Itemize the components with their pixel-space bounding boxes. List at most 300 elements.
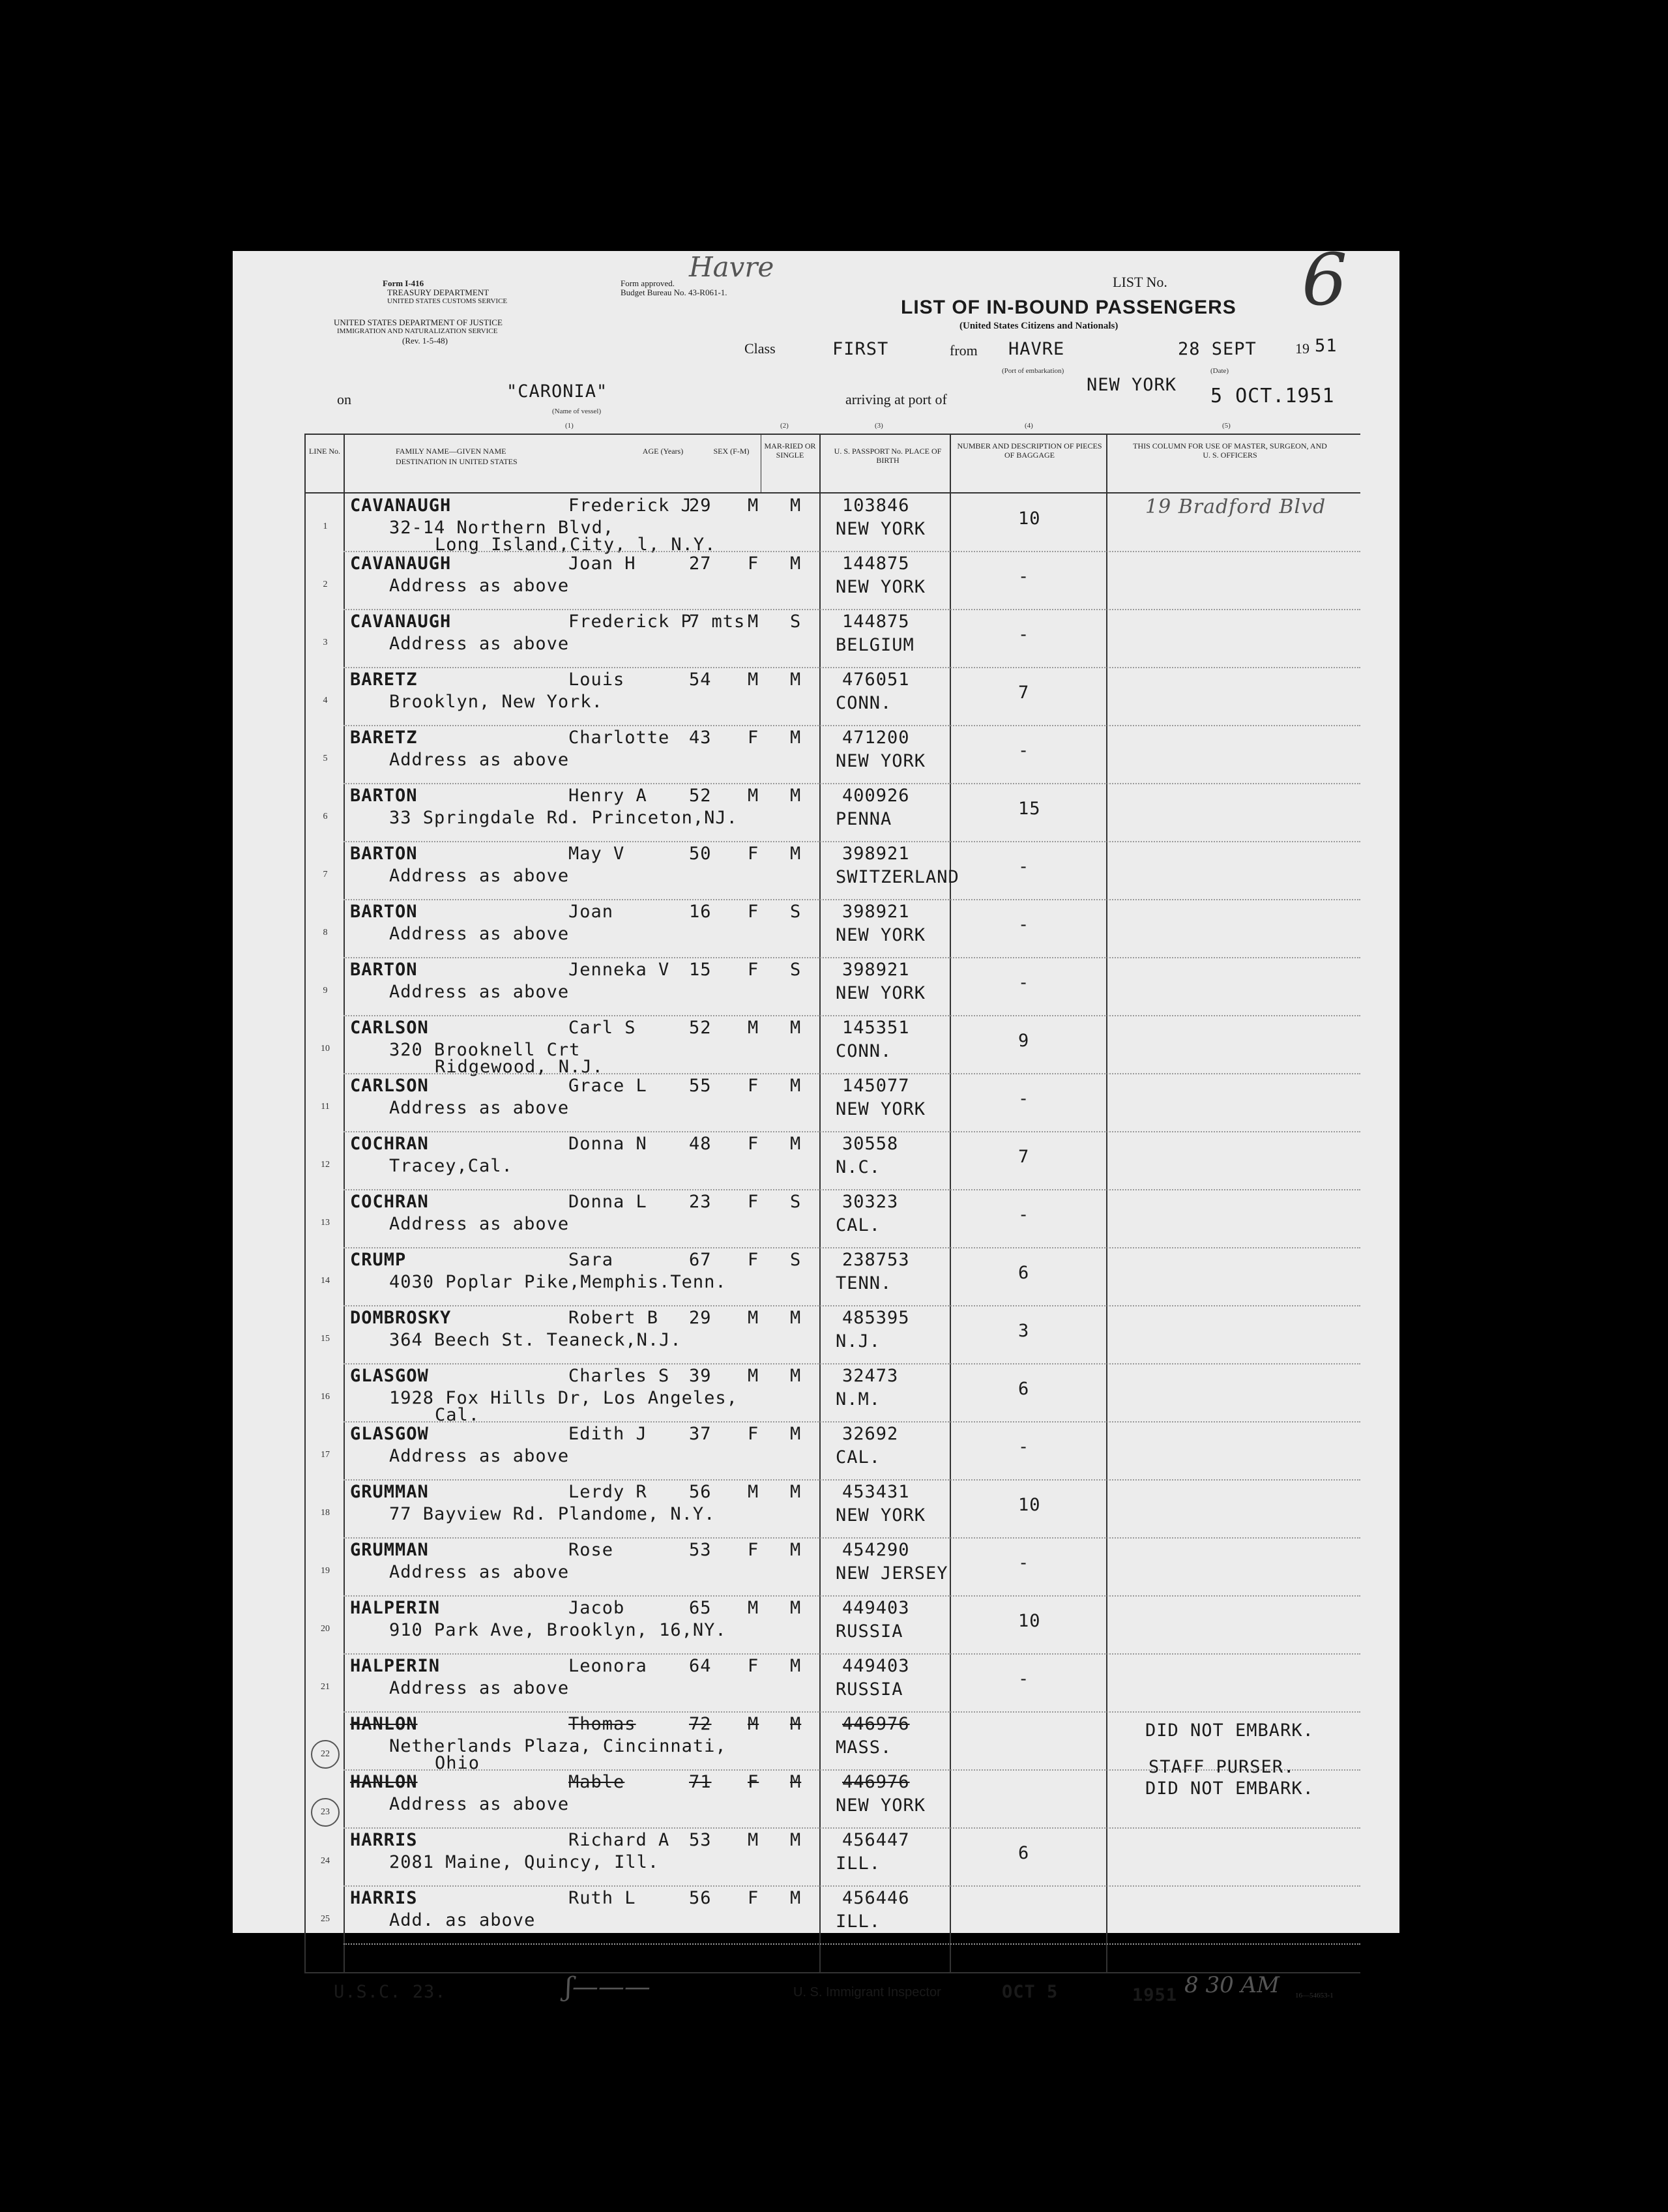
passport-number: 449403 bbox=[842, 1598, 910, 1618]
given-name: Leonora bbox=[568, 1656, 647, 1676]
col-num-5: (5) bbox=[1222, 422, 1231, 430]
sex: M bbox=[748, 1018, 759, 1038]
col-num-1: (1) bbox=[565, 422, 574, 430]
sex: F bbox=[748, 553, 759, 574]
col-num-4: (4) bbox=[1025, 422, 1033, 430]
age: 29 bbox=[689, 495, 712, 516]
marital-status: M bbox=[790, 1656, 802, 1676]
age: 29 bbox=[689, 1308, 712, 1328]
family-name: GLASGOW bbox=[350, 1424, 429, 1444]
address: 32-14 Northern Blvd, bbox=[389, 518, 615, 538]
birthplace: RUSSIA bbox=[836, 1621, 903, 1642]
given-name: Robert B bbox=[568, 1308, 659, 1328]
address: Address as above bbox=[389, 750, 570, 770]
marital-status: S bbox=[790, 1250, 802, 1270]
arrival-stamp: 5 OCT.1951 bbox=[1210, 385, 1335, 407]
age: 52 bbox=[689, 786, 712, 806]
line-number: 7 bbox=[323, 870, 328, 879]
list-no-label: LIST No. bbox=[1113, 274, 1167, 290]
line-number: 10 bbox=[321, 1044, 330, 1054]
family-name: HARRIS bbox=[350, 1830, 418, 1850]
age: 39 bbox=[689, 1366, 712, 1386]
footer-usc: U.S.C. 23. bbox=[334, 1982, 446, 2002]
marital-status: S bbox=[790, 902, 802, 922]
address: 33 Springdale Rd. Princeton,NJ. bbox=[389, 808, 738, 828]
row-separator bbox=[344, 1595, 1360, 1597]
passport-number: 398921 bbox=[842, 902, 910, 922]
col-header-name: FAMILY NAME—GIVEN NAME bbox=[396, 447, 506, 456]
passport-number: 485395 bbox=[842, 1308, 910, 1328]
given-name: Carl S bbox=[568, 1018, 636, 1038]
row-separator bbox=[344, 609, 1360, 610]
birthplace: ILL. bbox=[836, 1853, 881, 1874]
marital-status: M bbox=[790, 728, 802, 748]
given-name: Frederick J bbox=[568, 495, 692, 516]
arriving-label: arriving at port of bbox=[845, 391, 947, 407]
passport-number: 446976 bbox=[842, 1772, 910, 1792]
baggage-count: - bbox=[1018, 1437, 1030, 1457]
sex: M bbox=[748, 1366, 759, 1386]
age: 54 bbox=[689, 670, 712, 690]
line-number: 4 bbox=[323, 696, 328, 705]
embark-caption: (Port of embarkation) bbox=[1002, 367, 1064, 375]
row-separator bbox=[344, 1711, 1360, 1713]
family-name: HALPERIN bbox=[350, 1598, 441, 1618]
family-name: BARTON bbox=[350, 844, 418, 864]
age: 50 bbox=[689, 844, 712, 864]
passport-number: 103846 bbox=[842, 495, 910, 516]
sex: M bbox=[748, 495, 759, 516]
sex: M bbox=[748, 1308, 759, 1328]
baggage-count: - bbox=[1018, 1089, 1030, 1109]
age: 27 bbox=[689, 553, 712, 574]
family-name: GRUMMAN bbox=[350, 1540, 429, 1560]
baggage-count: - bbox=[1018, 567, 1030, 587]
sex: M bbox=[748, 670, 759, 690]
sex: M bbox=[748, 1830, 759, 1850]
birthplace: CONN. bbox=[836, 693, 892, 713]
sex: F bbox=[748, 1540, 759, 1560]
col-header-passport: U. S. PASSPORT No. PLACE OF BIRTH bbox=[834, 447, 942, 465]
page-title: LIST OF IN-BOUND PASSENGERS bbox=[901, 297, 1236, 318]
marital-status: M bbox=[790, 670, 802, 690]
address-2: Cal. bbox=[435, 1405, 480, 1425]
row-separator bbox=[344, 1247, 1360, 1248]
marital-status: M bbox=[790, 844, 802, 864]
address: 910 Park Ave, Brooklyn, 16,NY. bbox=[389, 1620, 727, 1640]
col-header-baggage: NUMBER AND DESCRIPTION OF PIECES OF BAGGAGE bbox=[957, 441, 1102, 460]
sex: F bbox=[748, 1192, 759, 1212]
given-name: Richard A bbox=[568, 1830, 670, 1850]
marital-status: M bbox=[790, 1134, 802, 1154]
passport-number: 238753 bbox=[842, 1250, 910, 1270]
line-number: 3 bbox=[323, 638, 328, 647]
family-name: BARTON bbox=[350, 786, 418, 806]
family-name: BARETZ bbox=[350, 728, 418, 748]
birthplace: NEW YORK bbox=[836, 983, 926, 1003]
address: Address as above bbox=[389, 1562, 570, 1582]
line-number: 2 bbox=[323, 580, 328, 589]
row-separator bbox=[344, 1363, 1360, 1364]
line-number: 20 bbox=[321, 1624, 330, 1634]
family-name: HANLON bbox=[350, 1714, 418, 1734]
family-name: CAVANAUGH bbox=[350, 553, 452, 574]
sex: F bbox=[748, 1424, 759, 1444]
row-separator bbox=[344, 1827, 1360, 1829]
birthplace: N.M. bbox=[836, 1389, 881, 1409]
baggage-count: - bbox=[1018, 625, 1030, 645]
marital-status: S bbox=[790, 612, 802, 632]
line-number: 22 bbox=[311, 1740, 340, 1769]
given-name: Lerdy R bbox=[568, 1482, 647, 1502]
sex: M bbox=[748, 612, 759, 632]
row-separator bbox=[344, 1073, 1360, 1074]
baggage-count: 7 bbox=[1018, 1147, 1030, 1167]
line-number: 11 bbox=[321, 1102, 330, 1112]
row-separator bbox=[344, 1885, 1360, 1887]
marital-status: M bbox=[790, 1076, 802, 1096]
line-number: 15 bbox=[321, 1334, 330, 1344]
baggage-count: 9 bbox=[1018, 1031, 1030, 1051]
address: Address as above bbox=[389, 1098, 570, 1118]
age: 71 bbox=[689, 1772, 712, 1792]
marital-status: M bbox=[790, 1366, 802, 1386]
baggage-count: 6 bbox=[1018, 1843, 1030, 1863]
row-separator bbox=[344, 1421, 1360, 1423]
sex: F bbox=[748, 902, 759, 922]
baggage-count: - bbox=[1018, 1205, 1030, 1225]
birthplace: NEW YORK bbox=[836, 1099, 926, 1119]
marital-status: S bbox=[790, 1192, 802, 1212]
row-separator bbox=[344, 1537, 1360, 1539]
age: 72 bbox=[689, 1714, 712, 1734]
age: 7 mts bbox=[689, 612, 746, 632]
marital-status: M bbox=[790, 1598, 802, 1618]
birthplace: NEW JERSEY bbox=[836, 1563, 948, 1584]
footer-time-note: 8 30 AM bbox=[1184, 1972, 1280, 1998]
sex: F bbox=[748, 1076, 759, 1096]
age: 65 bbox=[689, 1598, 712, 1618]
budget-bureau: Budget Bureau No. 43-R061-1. bbox=[621, 288, 727, 297]
address: Add. as above bbox=[389, 1910, 536, 1930]
birthplace: CONN. bbox=[836, 1041, 892, 1061]
birthplace: NEW YORK bbox=[836, 1795, 926, 1816]
handwritten-havre: Havre bbox=[689, 251, 774, 283]
given-name: Jenneka V bbox=[568, 960, 670, 980]
birthplace: CAL. bbox=[836, 1447, 881, 1467]
baggage-count: 7 bbox=[1018, 683, 1030, 703]
vessel-caption: (Name of vessel) bbox=[552, 407, 602, 415]
address-2: Long Island,City, l, N.Y. bbox=[435, 535, 716, 555]
row-separator bbox=[344, 1015, 1360, 1016]
baggage-count: - bbox=[1018, 857, 1030, 877]
dept-treasury: TREASURY DEPARTMENT bbox=[387, 288, 490, 297]
marital-status: M bbox=[790, 1772, 802, 1792]
passport-number: 454290 bbox=[842, 1540, 910, 1560]
family-name: BARTON bbox=[350, 902, 418, 922]
baggage-count: 15 bbox=[1018, 799, 1041, 819]
address: 1928 Fox Hills Dr, Los Angeles, bbox=[389, 1388, 738, 1408]
birthplace: NEW YORK bbox=[836, 751, 926, 771]
age: 15 bbox=[689, 960, 712, 980]
marital-status: M bbox=[790, 1830, 802, 1850]
col-header-age: AGE (Years) bbox=[642, 447, 684, 456]
marital-status: M bbox=[790, 553, 802, 574]
address: Address as above bbox=[389, 1794, 570, 1814]
given-name: Henry A bbox=[568, 786, 647, 806]
sex: F bbox=[748, 960, 759, 980]
age: 55 bbox=[689, 1076, 712, 1096]
page-subtitle: (United States Citizens and Nationals) bbox=[959, 321, 1119, 331]
age: 48 bbox=[689, 1134, 712, 1154]
given-name: Thomas bbox=[568, 1714, 636, 1734]
given-name: Ruth L bbox=[568, 1888, 636, 1908]
footer-print-code: 16—54653-1 bbox=[1295, 1992, 1334, 1999]
row-separator bbox=[344, 1189, 1360, 1190]
col-header-destination: DESTINATION IN UNITED STATES bbox=[396, 457, 518, 466]
line-number: 14 bbox=[321, 1276, 330, 1286]
embarkation-date: 28 SEPT bbox=[1178, 339, 1257, 359]
address: Address as above bbox=[389, 634, 570, 654]
baggage-count: - bbox=[1018, 915, 1030, 935]
from-label: from bbox=[950, 342, 978, 359]
line-number: 23 bbox=[311, 1798, 340, 1827]
passport-number: 398921 bbox=[842, 960, 910, 980]
line-number: 17 bbox=[321, 1450, 330, 1460]
on-label: on bbox=[337, 391, 351, 407]
passport-number: 471200 bbox=[842, 728, 910, 748]
address-2: Ridgewood, N.J. bbox=[435, 1057, 604, 1077]
address: Netherlands Plaza, Cincinnati, bbox=[389, 1736, 727, 1756]
dept-ins: IMMIGRATION AND NATURALIZATION SERVICE bbox=[337, 327, 498, 335]
family-name: GLASGOW bbox=[350, 1366, 429, 1386]
family-name: CARLSON bbox=[350, 1076, 429, 1096]
list-no-value: 6 bbox=[1302, 238, 1347, 321]
age: 53 bbox=[689, 1830, 712, 1850]
staff-purser-note: STAFF PURSER. bbox=[1149, 1757, 1295, 1777]
row-separator bbox=[344, 1305, 1360, 1306]
officer-note: 19 Bradford Blvd bbox=[1145, 495, 1326, 518]
family-name: CAVANAUGH bbox=[350, 612, 452, 632]
year-prefix: 19 bbox=[1295, 340, 1310, 357]
embarkation-year: 51 bbox=[1315, 336, 1338, 356]
inspector-signature: ʃ——— bbox=[565, 1972, 651, 2002]
given-name: Charlotte bbox=[568, 728, 670, 748]
baggage-count: - bbox=[1018, 1553, 1030, 1573]
birthplace: N.C. bbox=[836, 1157, 881, 1177]
passport-number: 32473 bbox=[842, 1366, 899, 1386]
birthplace: RUSSIA bbox=[836, 1679, 903, 1700]
address: 77 Bayview Rd. Plandome, N.Y. bbox=[389, 1504, 716, 1524]
baggage-count: - bbox=[1018, 973, 1030, 993]
form-approved: Form approved. bbox=[621, 278, 675, 288]
address: 2081 Maine, Quincy, Ill. bbox=[389, 1852, 660, 1872]
passport-number: 144875 bbox=[842, 553, 910, 574]
family-name: CAVANAUGH bbox=[350, 495, 452, 516]
age: 64 bbox=[689, 1656, 712, 1676]
address: Address as above bbox=[389, 866, 570, 886]
passport-number: 449403 bbox=[842, 1656, 910, 1676]
line-number: 13 bbox=[321, 1218, 330, 1228]
sex: F bbox=[748, 844, 759, 864]
row-separator bbox=[344, 1653, 1360, 1655]
baggage-count: 10 bbox=[1018, 1495, 1041, 1515]
footer-stamp-date: OCT 5 bbox=[1002, 1982, 1059, 2002]
family-name: BARETZ bbox=[350, 670, 418, 690]
family-name: BARTON bbox=[350, 960, 418, 980]
address: 320 Brooknell Crt bbox=[389, 1040, 581, 1060]
sex: F bbox=[748, 1772, 759, 1792]
line-number: 12 bbox=[321, 1160, 330, 1170]
birthplace: NEW YORK bbox=[836, 925, 926, 945]
marital-status: M bbox=[790, 495, 802, 516]
class-label: Class bbox=[744, 340, 776, 357]
baggage-count: 6 bbox=[1018, 1379, 1030, 1399]
family-name: COCHRAN bbox=[350, 1134, 429, 1154]
line-number: 25 bbox=[321, 1914, 330, 1924]
col-header-officers: THIS COLUMN FOR USE OF MASTER, SURGEON, AND U. S. OFFICERS bbox=[1133, 441, 1327, 460]
baggage-count: 6 bbox=[1018, 1263, 1030, 1283]
sex: F bbox=[748, 728, 759, 748]
address: Brooklyn, New York. bbox=[389, 692, 603, 712]
baggage-count: 3 bbox=[1018, 1321, 1030, 1341]
given-name: Jacob bbox=[568, 1598, 625, 1618]
address: Tracey,Cal. bbox=[389, 1156, 513, 1176]
form-number: Form I-416 bbox=[383, 278, 424, 288]
sex: M bbox=[748, 1714, 759, 1734]
vessel-name: "CARONIA" bbox=[506, 381, 608, 402]
line-number: 18 bbox=[321, 1508, 330, 1518]
family-name: HALPERIN bbox=[350, 1656, 441, 1676]
given-name: Mable bbox=[568, 1772, 625, 1792]
marital-status: M bbox=[790, 1018, 802, 1038]
baggage-count: - bbox=[1018, 741, 1030, 761]
passport-number: 30323 bbox=[842, 1192, 899, 1212]
row-separator bbox=[344, 783, 1360, 784]
row-separator bbox=[344, 841, 1360, 842]
given-name: Donna L bbox=[568, 1192, 647, 1212]
sex: F bbox=[748, 1250, 759, 1270]
age: 52 bbox=[689, 1018, 712, 1038]
baggage-count: 10 bbox=[1018, 509, 1041, 529]
given-name: Grace L bbox=[568, 1076, 647, 1096]
baggage-count: - bbox=[1018, 1669, 1030, 1689]
age: 53 bbox=[689, 1540, 712, 1560]
sex: F bbox=[748, 1656, 759, 1676]
family-name: CARLSON bbox=[350, 1018, 429, 1038]
birthplace: PENNA bbox=[836, 809, 892, 829]
row-separator bbox=[344, 551, 1360, 552]
address: Address as above bbox=[389, 924, 570, 944]
given-name: Sara bbox=[568, 1250, 614, 1270]
birthplace: N.J. bbox=[836, 1331, 881, 1351]
given-name: Edith J bbox=[568, 1424, 647, 1444]
marital-status: M bbox=[790, 1714, 802, 1734]
embarkation-port: HAVRE bbox=[1008, 339, 1065, 359]
birthplace: NEW YORK bbox=[836, 577, 926, 597]
col-num-2: (2) bbox=[780, 422, 789, 430]
given-name: Charles S bbox=[568, 1366, 670, 1386]
row-separator bbox=[344, 899, 1360, 900]
passport-number: 453431 bbox=[842, 1482, 910, 1502]
class-value: FIRST bbox=[832, 339, 889, 359]
given-name: Donna N bbox=[568, 1134, 647, 1154]
family-name: COCHRAN bbox=[350, 1192, 429, 1212]
dept-customs: UNITED STATES CUSTOMS SERVICE bbox=[387, 297, 508, 305]
passport-number: 144875 bbox=[842, 612, 910, 632]
row-separator bbox=[344, 1479, 1360, 1481]
line-number: 5 bbox=[323, 754, 328, 763]
line-number: 6 bbox=[323, 812, 328, 821]
line-number: 24 bbox=[321, 1856, 330, 1866]
age: 16 bbox=[689, 902, 712, 922]
marital-status: M bbox=[790, 1482, 802, 1502]
age: 23 bbox=[689, 1192, 712, 1212]
line-number: 1 bbox=[323, 522, 328, 531]
marital-status: S bbox=[790, 960, 802, 980]
address: Address as above bbox=[389, 1446, 570, 1466]
form-revision: (Rev. 1-5-48) bbox=[402, 336, 448, 346]
birthplace: CAL. bbox=[836, 1215, 881, 1235]
col-num-3: (3) bbox=[875, 422, 883, 430]
family-name: DOMBROSKY bbox=[350, 1308, 452, 1328]
age: 56 bbox=[689, 1888, 712, 1908]
address: Address as above bbox=[389, 576, 570, 596]
passport-number: 30558 bbox=[842, 1134, 899, 1154]
passport-number: 145351 bbox=[842, 1018, 910, 1038]
col-header-married: MAR-RIED OR SINGLE bbox=[764, 441, 816, 460]
address: Address as above bbox=[389, 1678, 570, 1698]
family-name: GRUMMAN bbox=[350, 1482, 429, 1502]
sex: M bbox=[748, 786, 759, 806]
footer-inspector-label: U. S. Immigrant Inspector bbox=[793, 1985, 941, 1999]
sex: F bbox=[748, 1134, 759, 1154]
col-header-line-no: LINE No. bbox=[309, 447, 340, 456]
birthplace: TENN. bbox=[836, 1273, 892, 1293]
age: 67 bbox=[689, 1250, 712, 1270]
address: Address as above bbox=[389, 982, 570, 1002]
age: 56 bbox=[689, 1482, 712, 1502]
marital-status: M bbox=[790, 1424, 802, 1444]
passport-number: 456446 bbox=[842, 1888, 910, 1908]
dept-justice: UNITED STATES DEPARTMENT OF JUSTICE bbox=[334, 317, 503, 327]
given-name: Frederick P bbox=[568, 612, 692, 632]
col-header-sex: SEX (F-M) bbox=[713, 447, 750, 456]
given-name: Louis bbox=[568, 670, 625, 690]
line-number: 21 bbox=[321, 1682, 330, 1692]
family-name: CRUMP bbox=[350, 1250, 407, 1270]
officer-note: DID NOT EMBARK. bbox=[1145, 1778, 1314, 1799]
line-number: 19 bbox=[321, 1566, 330, 1576]
family-name: HARRIS bbox=[350, 1888, 418, 1908]
given-name: Rose bbox=[568, 1540, 614, 1560]
passport-number: 398921 bbox=[842, 844, 910, 864]
passport-number: 400926 bbox=[842, 786, 910, 806]
row-separator bbox=[344, 957, 1360, 958]
passport-number: 476051 bbox=[842, 670, 910, 690]
marital-status: M bbox=[790, 786, 802, 806]
line-number: 16 bbox=[321, 1392, 330, 1402]
passport-number: 32692 bbox=[842, 1424, 899, 1444]
birthplace: MASS. bbox=[836, 1737, 892, 1758]
birthplace: SWITZERLAND bbox=[836, 867, 959, 887]
address: 364 Beech St. Teaneck,N.J. bbox=[389, 1330, 682, 1350]
birthplace: BELGIUM bbox=[836, 635, 914, 655]
sex: M bbox=[748, 1598, 759, 1618]
birthplace: NEW YORK bbox=[836, 1505, 926, 1526]
marital-status: M bbox=[790, 1308, 802, 1328]
given-name: May V bbox=[568, 844, 625, 864]
